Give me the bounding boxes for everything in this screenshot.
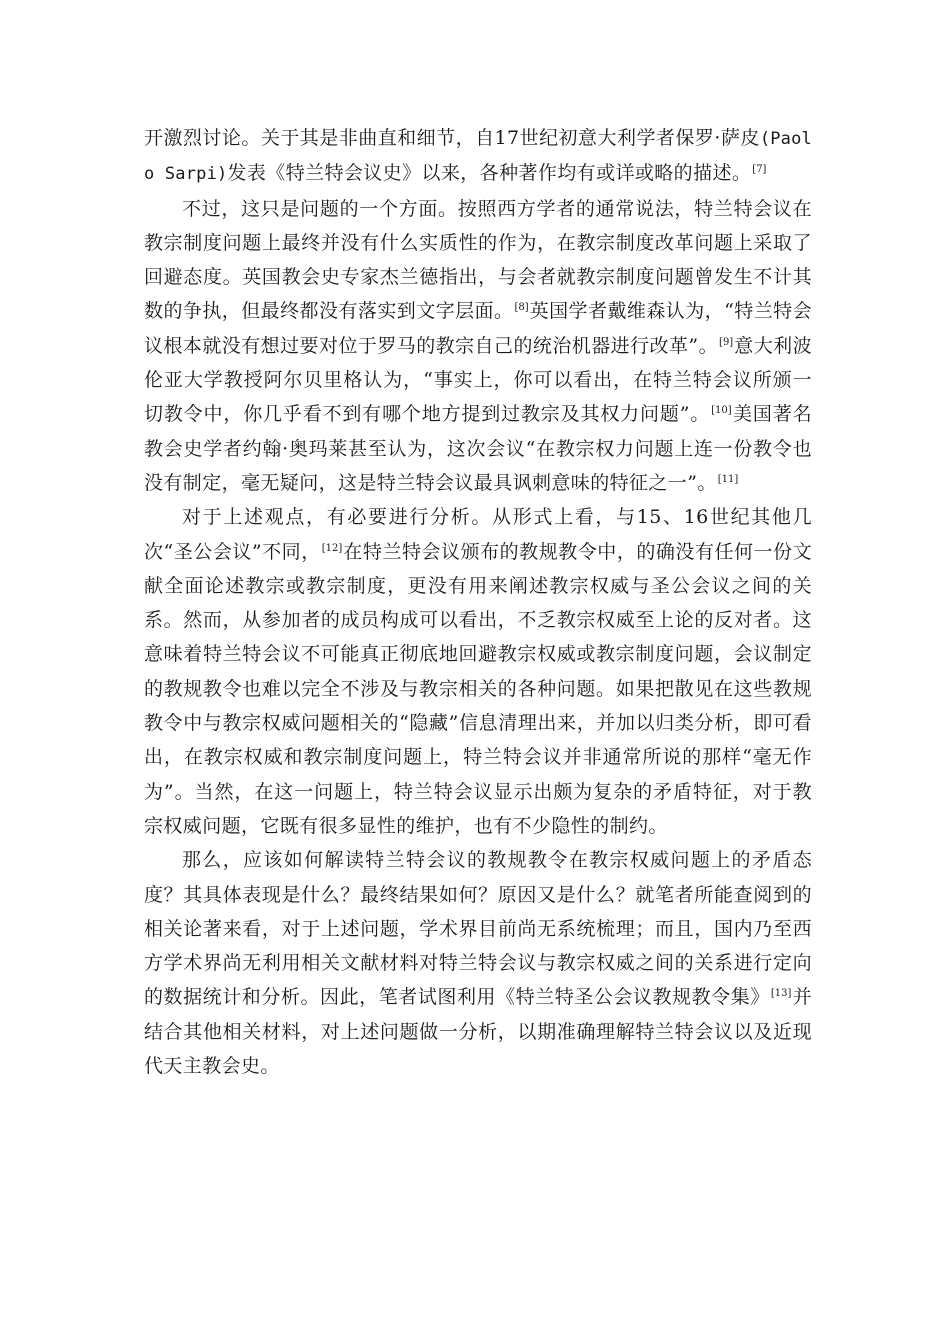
paragraph-4	[144, 843, 812, 1083]
footnote-ref: [8]	[514, 302, 529, 314]
paragraph-3	[144, 500, 812, 843]
paragraph-1	[144, 121, 812, 192]
text-run: 那么，应该如何解读特兰特会议的教规教令在教宗权威问题上的矛盾态度？其具体表现是什么？最终结果如何？原因又是什么？就笔者所能查阅到的相关论著来看，对于上述问题，学术界目前尚无系统梳理；而且，国内乃至西方学术界尚无利用相关文献材料对特兰特会议与教宗权威之间的关系进行定向的数据统计和分析。因此，笔者试图利用《特兰特圣公会议教规教令集》	[144, 849, 812, 1009]
text-run: 英国学者戴维森认为，“特兰特会议根本就没有想过要对位于罗马的教宗自己的统治机器进行改革”。	[144, 300, 813, 357]
footnote-ref: [7]	[752, 164, 767, 176]
footnote-ref: [10]	[711, 405, 732, 417]
footnote-ref: [9]	[719, 336, 734, 348]
text-run: 不过，这只是问题的一个方面。按照西方学者的通常说法，特兰特会议在教宗制度问题上最终并没有什么实质性的作为，在教宗制度改革问题上采取了回避态度。英国教会史专家杰兰德指出，与会者就教宗制度问题曾发生不计其数的争执，但最终都没有落实到文字层面。	[144, 197, 812, 323]
text-run: 美国著名教会史学者约翰·奥玛莱甚至认为，这次会议“在教宗权力问题上连一份教令也没有制定，毫无疑问，这是特兰特会议最具讽刺意味的特征之一”。	[144, 403, 812, 494]
text-run: 并结合其他相关材料，对上述问题做一分析，以期准确理解特兰特会议以及近现代天主教会史。	[144, 986, 812, 1078]
text-run: 意大利波伦亚大学教授阿尔贝里格认为，“事实上，你可以看出，在特兰特会议所颁一切教令中，你几乎看不到有哪个地方提到过教宗及其权力问题”。	[144, 334, 812, 426]
footnote-ref: [12]	[321, 542, 343, 554]
latin-name: (Paolo Sarpi)	[144, 129, 812, 185]
footnote-ref: [13]	[770, 988, 792, 1000]
footnote-ref: [11]	[717, 473, 739, 485]
text-run: 发表《特兰特会议史》以来，各种著作均有或详或略的描述。	[227, 162, 752, 185]
paragraph-2	[144, 192, 812, 501]
text-run: 对于上述观点，有必要进行分析。从形式上看，与15、16世纪其他几次“圣公会议”不同，	[144, 506, 812, 563]
text-run: 在特兰特会议颁布的教规教令中，的确没有任何一份文献全面论述教宗或教宗制度，更没有用来阐述教宗权威与圣公会议之间的关系。然而，从参加者的成员构成可以看出，不乏教宗权威至上论的反对者。这意味着特兰特会议不可能真正彻底地回避教宗权威或教宗制度问题，会议制定的教规教令也难以完全不涉及与教宗相关的各种问题。如果把散见在这些教规教令中与教宗权威问题相关的“隐藏”信息清理出来，并加以归类分析，即可看出，在教宗权威和教宗制度问题上，特兰特会议并非通常所说的那样“毫无作为”。当然，在这一问题上，特兰特会议显示出颇为复杂的矛盾特征，对于教宗权威问题，它既有很多显性的维护，也有不少隐性的制约。	[144, 540, 812, 837]
body-text	[144, 121, 812, 1083]
text-run: 开激烈讨论。关于其是非曲直和细节，自17世纪初意大利学者保罗·萨皮	[144, 127, 760, 149]
